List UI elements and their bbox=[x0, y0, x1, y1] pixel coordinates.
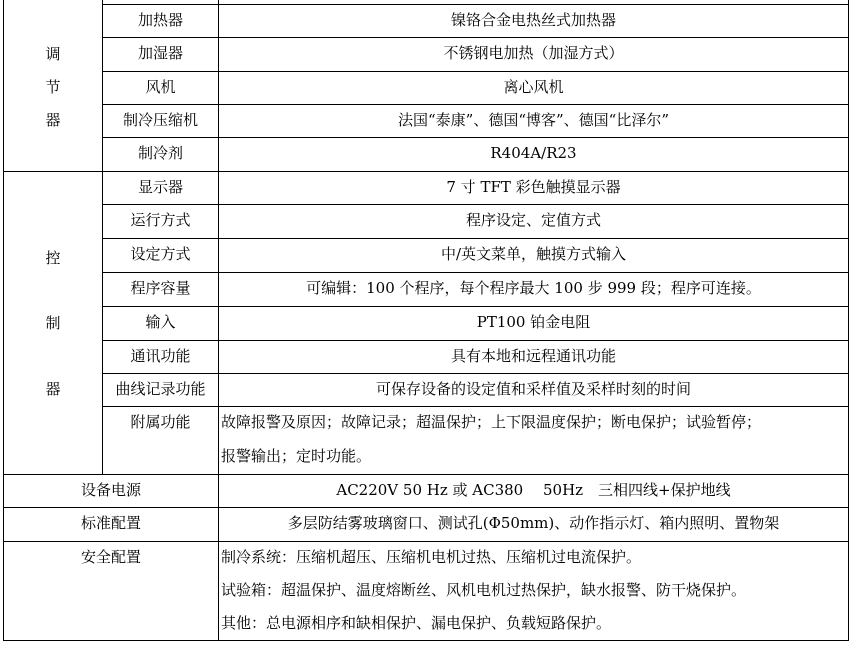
row-value: PT100 铂金电阻 bbox=[476, 313, 591, 331]
row-value: R404A/R23 bbox=[490, 144, 577, 162]
row-label: 曲线记录功能 bbox=[115, 380, 206, 398]
row-label: 程序容量 bbox=[130, 279, 191, 297]
row-value-line: 故障报警及原因；故障记录；超温保护；上下限温度保护；断电保护；试验暂停； bbox=[221, 413, 762, 431]
row-value-line: 报警输出；定时功能。 bbox=[221, 447, 372, 465]
row-label: 加湿器 bbox=[137, 44, 183, 62]
control-group-char: 控 bbox=[45, 249, 61, 267]
power-label: 设备电源 bbox=[80, 481, 141, 499]
safety-config-line: 试验箱：超温保护、温度熔断丝、风机电机过热保护，缺水报警、防干烧保护。 bbox=[221, 581, 747, 599]
safety-config-line: 制冷系统：压缩机超压、压缩机电机过热、压缩机过电流保护。 bbox=[221, 548, 642, 566]
regulator-group-char: 器 bbox=[45, 111, 61, 129]
row-value: 法国“泰康”、德国“博客”、德国“比泽尔” bbox=[397, 111, 669, 129]
row-label: 风机 bbox=[145, 78, 176, 96]
standard-config-value: 多层防结雾玻璃窗口、测试孔(Φ50mm)、动作指示灯、箱内照明、置物架 bbox=[287, 514, 780, 532]
row-label: 通讯功能 bbox=[130, 347, 191, 365]
safety-config-line: 其他：总电源相序和缺相保护、漏电保护、负载短路保护。 bbox=[221, 614, 612, 632]
row-label: 设定方式 bbox=[130, 245, 191, 263]
row-label: 显示器 bbox=[137, 178, 183, 196]
safety-config-label: 安全配置 bbox=[80, 548, 141, 566]
row-label: 制冷压缩机 bbox=[122, 111, 198, 129]
row-value: 中/英文菜单，触摸方式输入 bbox=[440, 245, 627, 263]
row-value: 镍铬合金电热丝式加热器 bbox=[450, 11, 616, 29]
row-value: 离心风机 bbox=[503, 78, 564, 96]
standard-config-label: 标准配置 bbox=[80, 514, 141, 532]
power-value: AC220V 50 Hz 或 AC380 50Hz 三相四线+保护地线 bbox=[336, 481, 731, 499]
row-value: 不锈钢电加热（加湿方式） bbox=[443, 44, 624, 62]
control-group-char: 制 bbox=[45, 314, 61, 332]
regulator-group-char: 节 bbox=[45, 78, 61, 96]
regulator-group-char: 调 bbox=[45, 45, 61, 63]
row-label: 附属功能 bbox=[130, 413, 191, 431]
row-value: 具有本地和远程通讯功能 bbox=[450, 347, 616, 365]
row-value: 程序设定、定值方式 bbox=[465, 211, 601, 229]
row-value: 可保存设备的设定值和采样值及采样时刻的时间 bbox=[375, 380, 691, 398]
control-group-char: 器 bbox=[45, 380, 61, 398]
row-label: 运行方式 bbox=[130, 211, 191, 229]
row-label: 输入 bbox=[145, 313, 176, 331]
row-value: 可编辑：100 个程序，每个程序最大 100 步 999 段；程序可连接。 bbox=[306, 279, 761, 297]
row-label: 制冷剂 bbox=[137, 144, 183, 162]
row-value: 7 寸 TFT 彩色触摸显示器 bbox=[446, 178, 621, 196]
row-label: 加热器 bbox=[137, 11, 183, 29]
